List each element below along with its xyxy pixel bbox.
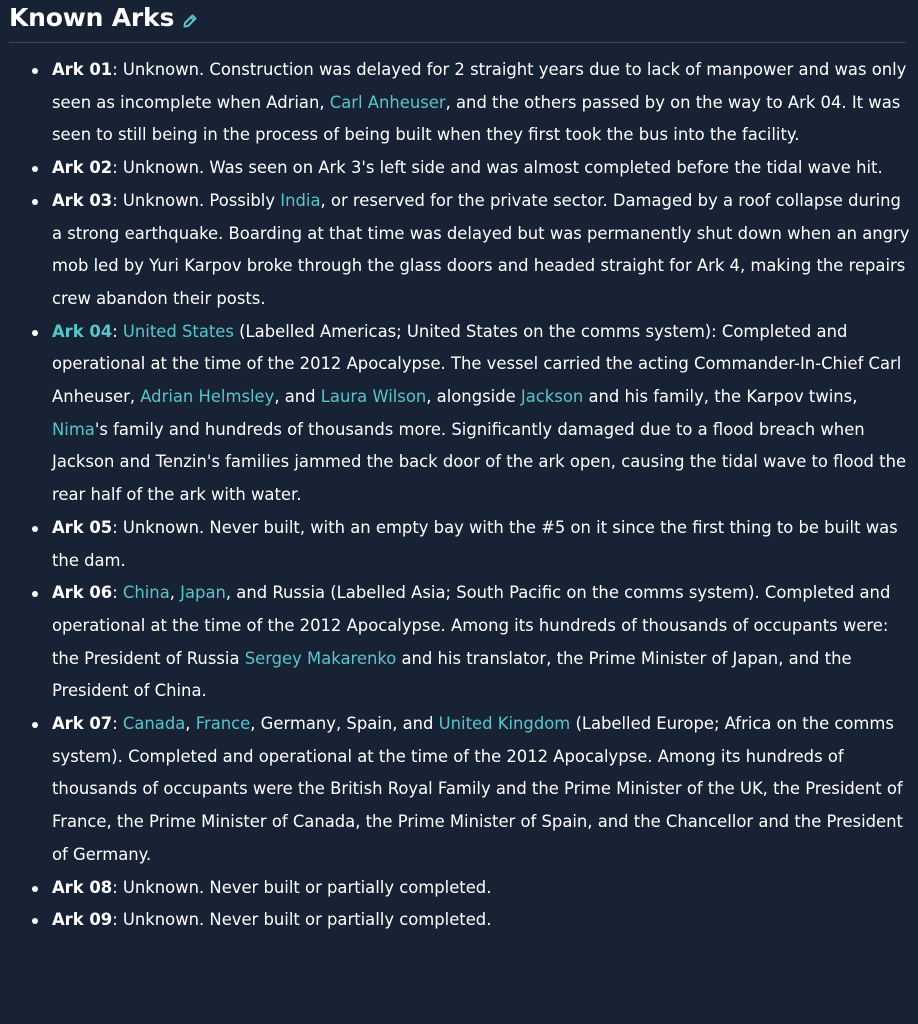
ark-description-text: : Unknown. Never built, with an empty bay with the #5 on it since the first thing to be built was the dam.: [52, 517, 898, 570]
ark-description-text: : Unknown. Never built or partially completed.: [112, 877, 492, 897]
ark-list-item: [52, 577, 912, 708]
section-title: Known Arks: [9, 3, 175, 32]
wiki-link[interactable]: Jackson: [520, 387, 584, 407]
pencil-icon[interactable]: [181, 12, 199, 30]
wiki-link[interactable]: Adrian Helmsley: [140, 387, 275, 407]
wiki-link[interactable]: Laura Wilson: [320, 387, 427, 407]
wiki-link[interactable]: Sergey Makarenko: [244, 648, 397, 668]
wiki-link[interactable]: United Kingdom: [438, 714, 571, 734]
ark-description-text: 's family and hundreds of thousands more. Significantly damaged due to a flood breach when Jackson and Tenzin's families jammed the back door of the ark open, causing the tidal wave to flood the rear half of the ark with water.: [52, 419, 907, 505]
wiki-link[interactable]: United States: [122, 321, 234, 341]
ark-description-text: and his family, the Karpov twins,: [583, 387, 858, 407]
ark-description-text: : Unknown. Possibly: [112, 190, 281, 210]
ark-name[interactable]: Ark 04: [52, 321, 113, 341]
ark-description-text: : Unknown. Was seen on Ark 3's left side and was almost completed before the tidal wave hit.: [112, 158, 883, 178]
ark-list-item: [52, 185, 912, 316]
wiki-link[interactable]: India: [280, 190, 321, 210]
ark-name: Ark 03: [52, 190, 113, 210]
ark-list-item: [52, 54, 912, 152]
section-header: [9, 0, 906, 43]
known-arks-list: [0, 54, 912, 937]
ark-description-text: : Unknown. Never built or partially completed.: [112, 910, 492, 930]
ark-description-text: and his translator, the Prime Minister of Japan, and the President of China.: [52, 648, 852, 701]
ark-description-text: (Labelled Americas; United States on the comms system): Completed and operational at the time of the 2012 Apocalypse. The vessel carried the acting Commander-In-Chief Carl Anheuser,: [52, 321, 902, 407]
ark-description-text: ,: [185, 714, 196, 734]
ark-list-item: [52, 708, 912, 872]
ark-description-text: , and Russia (Labelled Asia; South Pacific on the comms system). Completed and operational at the time of the 2012 Apocalypse. Among its hundreds of thousands of occupants were: the President of Russia: [52, 583, 891, 668]
wiki-link[interactable]: Japan: [180, 583, 226, 603]
wiki-link[interactable]: Carl Anheuser: [329, 92, 446, 112]
ark-description-text: , alongside: [426, 387, 521, 407]
ark-description-text: :: [112, 583, 123, 603]
ark-list-item: [52, 872, 912, 905]
ark-name: Ark 02: [52, 158, 113, 178]
ark-description-text: ,: [169, 583, 181, 603]
ark-list-item: [52, 904, 912, 937]
ark-name: Ark 09: [52, 910, 113, 930]
ark-name: Ark 08: [52, 877, 113, 897]
ark-description-text: , and: [274, 387, 321, 407]
ark-description-text: : Unknown. Construction was delayed for 2 straight years due to lack of manpower and was only seen as incomplete when Adrian,: [52, 60, 907, 112]
ark-list-item: [52, 152, 912, 185]
wiki-link[interactable]: France: [195, 714, 251, 734]
ark-name: Ark 06: [52, 583, 113, 603]
ark-description-text: , and the others passed by on the way to Ark 04. It was seen to still being in the process of being built when they first took the bus into the facility.: [52, 92, 901, 145]
wiki-link[interactable]: Nima: [52, 419, 95, 439]
ark-name: Ark 05: [52, 517, 113, 537]
ark-list-item: [52, 316, 912, 512]
ark-description-text: (Labelled Europe; Africa on the comms system). Completed and operational at the time of the 2012 Apocalypse. Among its hundreds of thousands of occupants were the British Royal Family and the Prime Minister of the UK, the President of France, the Prime Minister of Canada, the Prime Minister of Spain, and the Chancellor and the President of Germany.: [52, 714, 903, 864]
ark-description-text: , Germany, Spain, and: [250, 714, 439, 734]
ark-description-text: :: [112, 714, 123, 734]
ark-list-item: [52, 512, 912, 577]
wiki-link[interactable]: Canada: [122, 714, 186, 734]
ark-description-text: , or reserved for the private sector. Damaged by a roof collapse during a strong earthquake. Boarding at that time was delayed but was permanently shut down when an angry mob led by Yuri Karpov broke through the glass doors and headed straight for Ark 4, making the repairs crew abandon their posts.: [52, 190, 910, 308]
ark-description-text: :: [112, 321, 123, 341]
wiki-link[interactable]: China: [122, 583, 170, 603]
ark-name: Ark 01: [52, 60, 113, 79]
ark-name: Ark 07: [52, 714, 113, 734]
